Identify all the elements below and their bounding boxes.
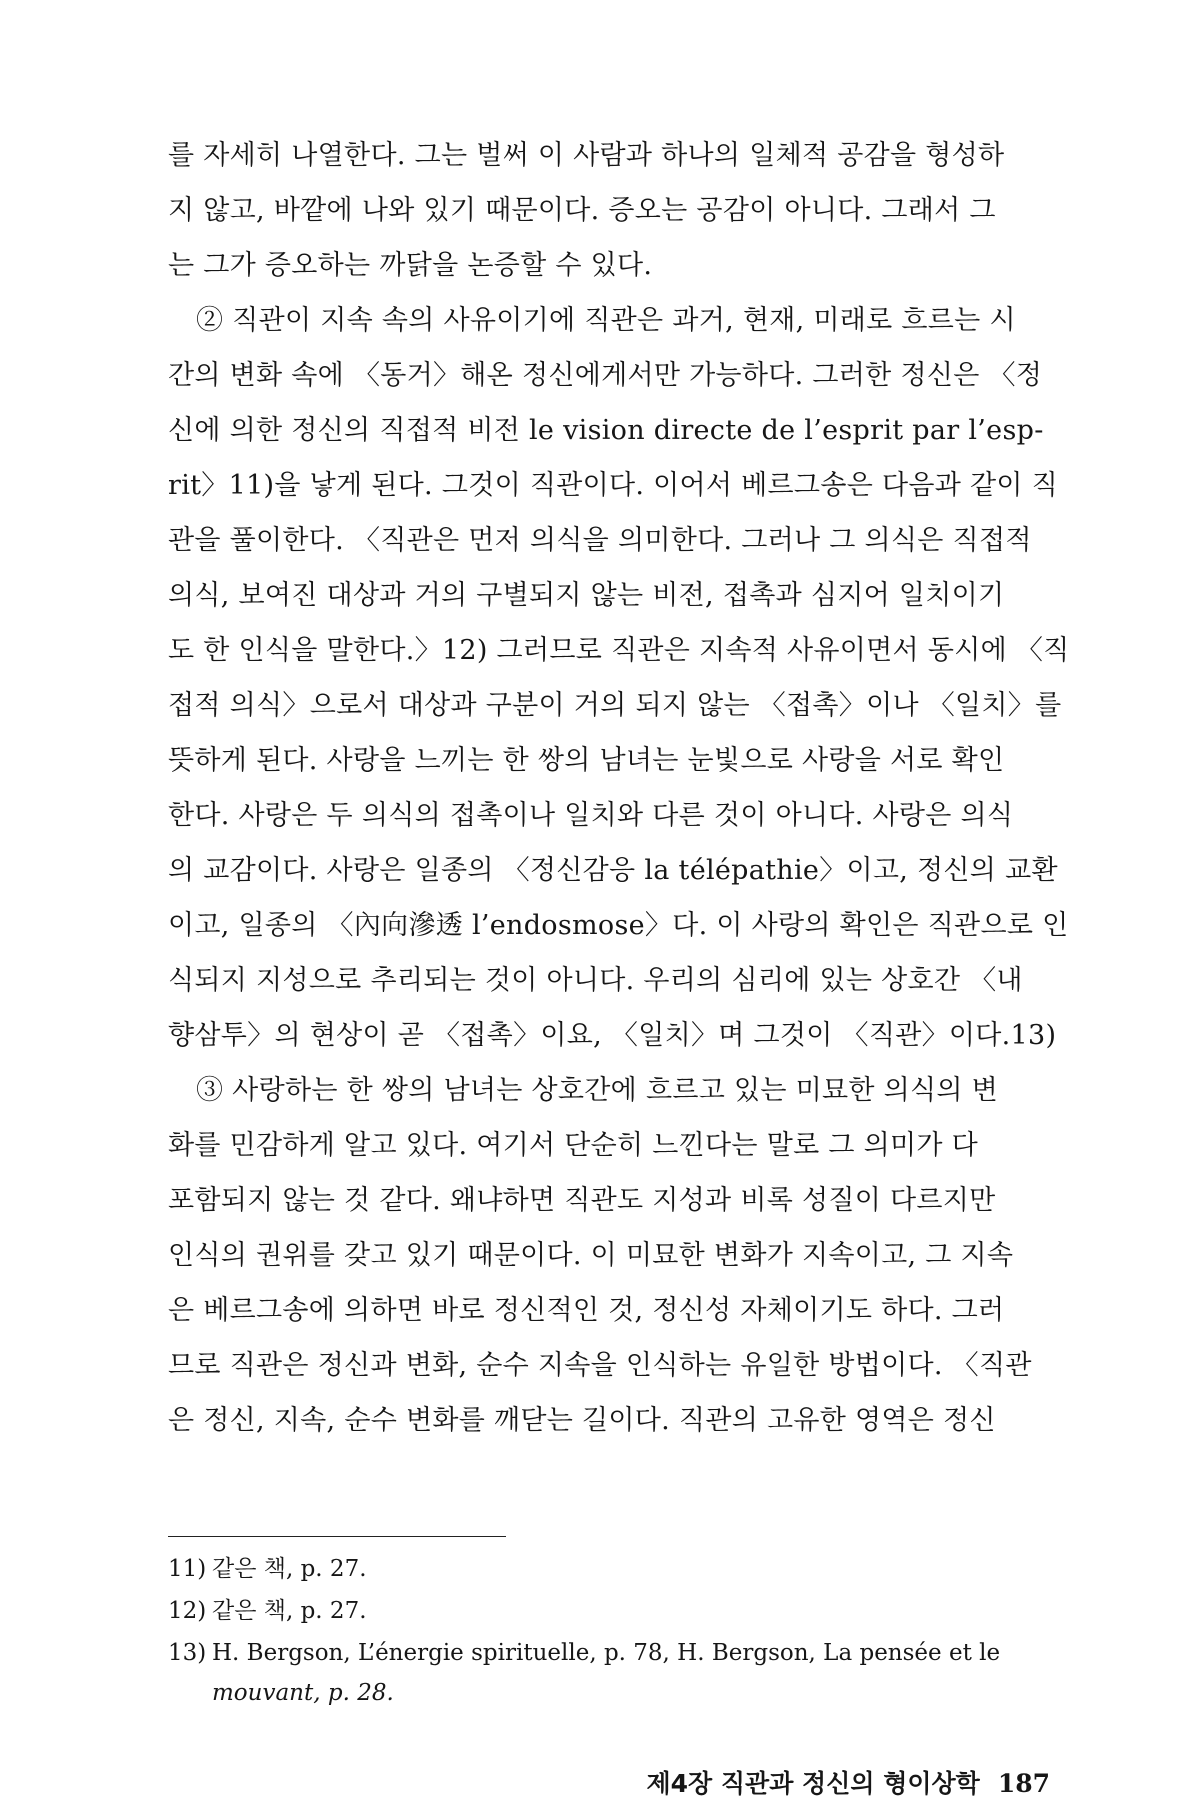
text-line: 포함되지 않는 것 같다. 왜냐하면 직관도 지성과 비록 성질이 다르지만 bbox=[168, 1185, 996, 1216]
text-line: 지 않고, 바깥에 나와 있기 때문이다. 증오는 공감이 아니다. 그래서 그 bbox=[168, 195, 996, 226]
running-footer bbox=[580, 1768, 1050, 1800]
paragraph-start-line: ③ 사랑하는 한 쌍의 남녀는 상호간에 흐르고 있는 미묘한 의식의 변 bbox=[196, 1075, 999, 1106]
text-line: 향삼투〉의 현상이 곧 〈접촉〉이요, 〈일치〉며 그것이 〈직관〉이다.13) bbox=[168, 1020, 1057, 1051]
text-line: 화를 민감하게 알고 있다. 여기서 단순히 느낀다는 말로 그 의미가 다 bbox=[168, 1130, 979, 1161]
footnote-number: 12) bbox=[168, 1598, 207, 1624]
footnote-11 bbox=[168, 1551, 1066, 1587]
text-line: 은 베르그송에 의하면 바로 정신적인 것, 정신성 자체이기도 하다. 그러 bbox=[168, 1295, 1005, 1326]
text-line: 간의 변화 속에 〈동거〉해온 정신에게서만 가능하다. 그러한 정신은 〈정 bbox=[168, 360, 1043, 391]
footnote-12 bbox=[168, 1593, 1066, 1629]
text-line: 한다. 사랑은 두 의식의 접촉이나 일치와 다른 것이 아니다. 사랑은 의식 bbox=[168, 800, 1014, 831]
text-line: 도 한 인식을 말한다.〉12) 그러므로 직관은 지속적 사유이면서 동시에 〈직 bbox=[168, 635, 1070, 666]
text-line: 의식, 보여진 대상과 거의 구별되지 않는 비전, 접촉과 심지어 일치이기 bbox=[168, 580, 1005, 611]
text-line: 뜻하게 된다. 사랑을 느끼는 한 쌍의 남녀는 눈빛으로 사랑을 서로 확인 bbox=[168, 745, 1005, 776]
text-line: 은 정신, 지속, 순수 변화를 깨닫는 길이다. 직관의 고유한 영역은 정신 bbox=[168, 1405, 996, 1436]
text-line: 접적 의식〉으로서 대상과 구분이 거의 되지 않는 〈접촉〉이나 〈일치〉를 bbox=[168, 690, 1062, 721]
text-line: 이고, 일종의 〈內向滲透 l’endosmose〉다. 이 사랑의 확인은 직관으로 인 bbox=[168, 910, 1069, 941]
text-line: rit〉11)을 낳게 된다. 그것이 직관이다. 이어서 베르그송은 다음과 같이 직 bbox=[168, 470, 1059, 501]
footnote-text: 같은 책, p. 27. bbox=[212, 1598, 367, 1624]
text-line: 므로 직관은 정신과 변화, 순수 지속을 인식하는 유일한 방법이다. 〈직관 bbox=[168, 1350, 1032, 1381]
chapter-title: 제4장 직관과 정신의 형이상학 bbox=[646, 1769, 980, 1798]
text-line: 의 교감이다. 사랑은 일종의 〈정신감응 la télépathie〉이고, 정신의 교환 bbox=[168, 855, 1058, 886]
footnote-divider bbox=[168, 1536, 506, 1537]
text-line: 관을 풀이한다. 〈직관은 먼저 의식을 의미한다. 그러나 그 의식은 직접적 bbox=[168, 525, 1032, 556]
footnote-text: 같은 책, p. 27. bbox=[212, 1556, 367, 1582]
page-number: 187 bbox=[997, 1769, 1050, 1798]
paragraph-start-line: ② 직관이 지속 속의 사유이기에 직관은 과거, 현재, 미래로 흐르는 시 bbox=[196, 305, 1016, 336]
footnote-number: 11) bbox=[168, 1556, 207, 1582]
text-line: 인식의 권위를 갖고 있기 때문이다. 이 미묘한 변화가 지속이고, 그 지속 bbox=[168, 1240, 1014, 1271]
footnote-number: 13) bbox=[168, 1640, 207, 1666]
footnote-13 bbox=[168, 1635, 1066, 1671]
footnote-text: H. Bergson, L’énergie spirituelle, p. 78, H. Bergson, La pensée et le bbox=[212, 1640, 1001, 1666]
text-line: 신에 의한 정신의 직접적 비전 le vision directe de l’esprit par l’esp- bbox=[168, 415, 1044, 446]
text-line: 는 그가 증오하는 까닭을 논증할 수 있다. bbox=[168, 250, 653, 281]
text-line: 식되지 지성으로 추리되는 것이 아니다. 우리의 심리에 있는 상호간 〈내 bbox=[168, 965, 1023, 996]
text-line: 를 자세히 나열한다. 그는 벌써 이 사람과 하나의 일체적 공감을 형성하 bbox=[168, 140, 1005, 171]
footnote-13-continuation: mouvant, p. 28. bbox=[212, 1680, 394, 1706]
